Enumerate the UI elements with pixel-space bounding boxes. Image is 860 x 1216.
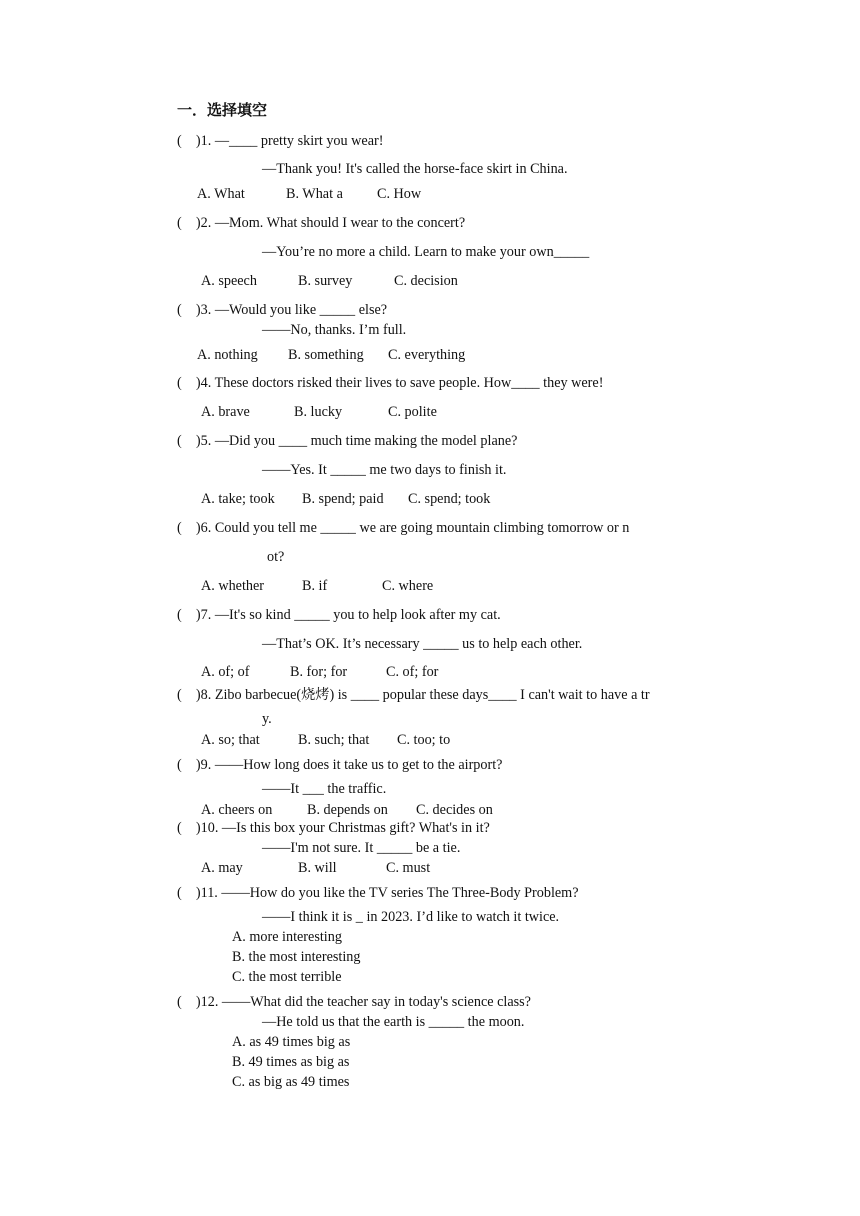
question-3-stem: ( )3. —Would you like _____ else? xyxy=(177,302,388,318)
question-1-reply: —Thank you! It's called the horse-face skirt in China. xyxy=(262,161,568,177)
question-12-reply: —He told us that the earth is _____ the moon. xyxy=(262,1014,525,1030)
question-11-stem: ( )11. ——How do you like the TV series The Three-Body Problem? xyxy=(177,885,579,901)
question-10-option-b: B. will xyxy=(298,860,337,876)
question-9-option-a: A. cheers on xyxy=(201,802,273,818)
question-9-reply: ——It ___ the traffic. xyxy=(262,781,387,797)
question-6-stem-continued: ot? xyxy=(267,549,285,565)
question-3-option-a: A. nothing xyxy=(197,347,258,363)
question-5-stem: ( )5. —Did you ____ much time making the model plane? xyxy=(177,433,518,449)
question-8-stem: ( )8. Zibo barbecue(烧烤) is ____ popular these days____ I can't wait to have a tr xyxy=(177,687,650,703)
question-11-option-c: C. the most terrible xyxy=(232,969,342,985)
question-5-option-c: C. spend; took xyxy=(408,491,491,507)
question-11-option-b: B. the most interesting xyxy=(232,949,361,965)
question-5-option-b: B. spend; paid xyxy=(302,491,384,507)
question-11-reply: ——I think it is _ in 2023. I’d like to watch it twice. xyxy=(262,909,560,925)
question-9-option-c: C. decides on xyxy=(416,802,493,818)
question-6-option-b: B. if xyxy=(302,578,328,594)
question-4-option-a: A. brave xyxy=(201,404,250,420)
question-7-reply: —That’s OK. It’s necessary _____ us to help each other. xyxy=(262,636,583,652)
question-2-reply: —You’re no more a child. Learn to make your own_____ xyxy=(262,244,590,260)
question-7-stem: ( )7. —It's so kind _____ you to help look after my cat. xyxy=(177,607,501,623)
question-8-option-c: C. too; to xyxy=(397,732,451,748)
question-5-option-a: A. take; took xyxy=(201,491,275,507)
question-1-option-b: B. What a xyxy=(286,186,343,202)
section-title: 一．选择填空 xyxy=(177,101,268,119)
question-3-option-c: C. everything xyxy=(388,347,466,363)
question-1-option-c: C. How xyxy=(377,186,422,202)
question-1-stem: ( )1. —____ pretty skirt you wear! xyxy=(177,133,384,149)
question-1-option-a: A. What xyxy=(197,186,245,202)
question-6-option-a: A. whether xyxy=(201,578,265,594)
question-5-reply: ——Yes. It _____ me two days to finish it. xyxy=(262,462,507,478)
question-10-option-a: A. may xyxy=(201,860,243,876)
question-8-option-b: B. such; that xyxy=(298,732,370,748)
question-2-stem: ( )2. —Mom. What should I wear to the concert? xyxy=(177,215,466,231)
question-12-stem: ( )12. ——What did the teacher say in today's science class? xyxy=(177,994,531,1010)
question-4-option-b: B. lucky xyxy=(294,404,343,420)
question-3-reply: ——No, thanks. I’m full. xyxy=(262,322,407,338)
question-9-stem: ( )9. ——How long does it take us to get to the airport? xyxy=(177,757,503,773)
question-3-option-b: B. something xyxy=(288,347,364,363)
question-10-reply: ——I'm not sure. It _____ be a tie. xyxy=(262,840,461,856)
question-2-option-c: C. decision xyxy=(394,273,458,289)
question-4-stem: ( )4. These doctors risked their lives to save people. How____ they were! xyxy=(177,375,604,391)
question-6-option-c: C. where xyxy=(382,578,434,594)
question-6-stem: ( )6. Could you tell me _____ we are going mountain climbing tomorrow or n xyxy=(177,520,630,536)
question-12-option-a: A. as 49 times big as xyxy=(232,1034,351,1050)
question-12-option-c: C. as big as 49 times xyxy=(232,1074,350,1090)
question-9-option-b: B. depends on xyxy=(307,802,388,818)
question-10-stem: ( )10. —Is this box your Christmas gift? What's in it? xyxy=(177,820,490,836)
question-11-option-a: A. more interesting xyxy=(232,929,342,945)
question-7-option-b: B. for; for xyxy=(290,664,348,680)
question-2-option-a: A. speech xyxy=(201,273,257,289)
question-8-stem-continued: y. xyxy=(262,711,272,727)
question-7-option-a: A. of; of xyxy=(201,664,250,680)
question-4-option-c: C. polite xyxy=(388,404,437,420)
question-2-option-b: B. survey xyxy=(298,273,353,289)
question-10-option-c: C. must xyxy=(386,860,431,876)
question-12-option-b: B. 49 times as big as xyxy=(232,1054,350,1070)
question-7-option-c: C. of; for xyxy=(386,664,439,680)
question-8-option-a: A. so; that xyxy=(201,732,260,748)
